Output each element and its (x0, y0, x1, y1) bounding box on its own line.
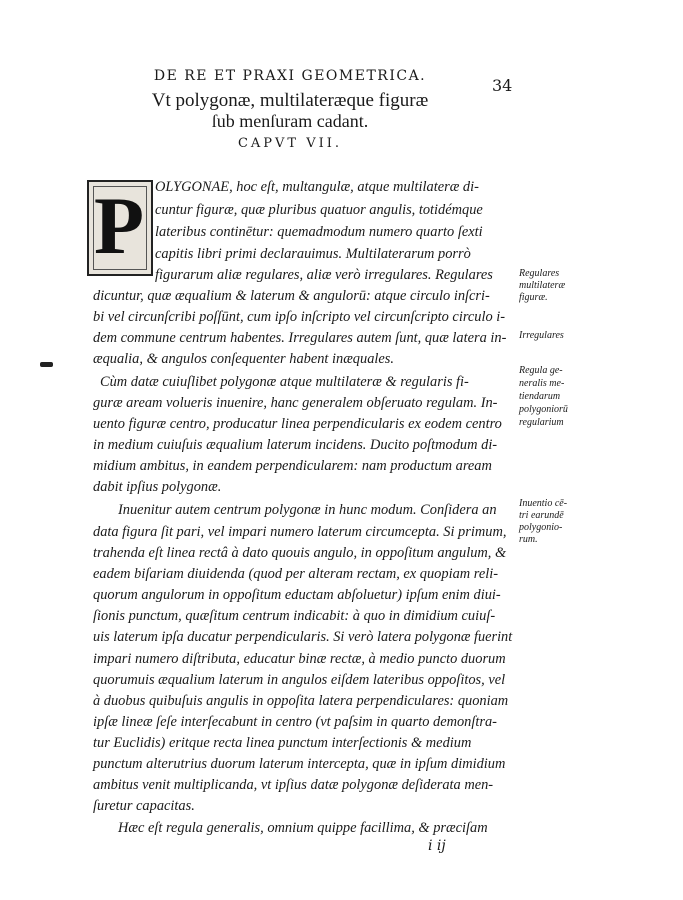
text-line: impari numero diſtributa, educatur binæ rectæ, à medio puncto duorum (93, 651, 506, 667)
text-line: dicuntur, quæ æqualium & laterum & angulorū: atque circulo inſcri- (93, 288, 490, 304)
margin-note: rum. (519, 534, 538, 545)
signature-mark: i ij (428, 838, 446, 854)
initial-letter: P (94, 180, 145, 271)
text-line: data figura ſit pari, vel impari numero laterum circumcepta. Si primum, (93, 524, 507, 540)
text-line: à duobus quibuſuis angulis in oppoſita latera perpendiculares: quoniam (93, 693, 509, 709)
text-line: quorum angulorum in oppoſitum eductam abſoluetur) ipſum enim diui- (93, 587, 501, 603)
ink-mark (40, 362, 53, 367)
margin-note: polygonio- (519, 522, 563, 533)
chapter-title-line-2: ſub menſuram cadant. (211, 111, 369, 131)
text-line: Cùm datæ cuiuſlibet polygonæ atque multilateræ & regularis fi- (100, 374, 469, 390)
text-line: æqualia, & angulos conſequenter habent inæquales. (93, 351, 394, 367)
text-line: uento figuræ centro, producatur linea perpendicularis ex eodem centro (93, 416, 502, 432)
text-line: midium ambitus, in eandem perpendicularem: nam productum aream (93, 458, 492, 474)
decorated-initial (87, 180, 153, 276)
text-line: eadem biſariam diuidenda (quod per alteram rectam, ex quopiam reli- (93, 566, 498, 582)
margin-note: multilateræ (519, 280, 566, 291)
text-line: Inuenitur autem centrum polygonæ in hunc modum. Conſidera an (118, 502, 497, 518)
margin-note: tri earundē (519, 510, 564, 521)
margin-note: Regula ge- (519, 365, 563, 376)
text-line: tur Euclidis) eritque recta linea punctum interſectionis & medium (93, 735, 472, 751)
text-line: lateribus continētur: quemadmodum numero quarto ſexti (155, 224, 483, 240)
text-line: capitis libri primi declarauimus. Multilaterarum porrò (155, 246, 471, 262)
page-number: 34 (492, 76, 513, 95)
text-line: quorumuis æqualium laterum in angulos eiſdem lateribus oppoſitos, vel (93, 672, 506, 688)
margin-note: regularium (519, 417, 564, 428)
running-head: DE RE ET PRAXI GEOMETRICA. (153, 68, 427, 84)
chapter-title-line-1: Vt polygonæ, multilateræque figuræ (151, 90, 429, 111)
text-line: cuntur figuræ, quæ pluribus quatuor angulis, totidémque (155, 202, 483, 218)
text-line: ſuretur capacitas. (93, 798, 195, 814)
text-line: ambitus venit multiplicanda, vt ipſius datæ polygonæ deſiderata men- (93, 777, 494, 793)
text-line: ſionis punctum, quæſitum centrum indicabit: à quo in dimidium cuiuſ- (93, 608, 496, 624)
margin-note: figuræ. (519, 292, 548, 303)
text-line: ipſæ lineæ ſeſe interſecabunt in centro (vt paſsim in quarto demonſtra- (93, 714, 497, 730)
margin-note: Irregulares (519, 330, 564, 341)
text-line: dabit ipſius polygonæ. (93, 479, 222, 495)
margin-note: polygoniorū (519, 404, 568, 415)
text-line: Hæc eſt regula generalis, omnium quippe facillima, & præciſam (118, 820, 488, 836)
text-line: uis laterum ipſa ducatur perpendicularis. Si verò latera polygonæ fuerint (93, 629, 513, 645)
chapter-heading: CAPVT VII. (237, 136, 343, 151)
text-line: figurarum aliæ regulares, aliæ verò irregulares. Regulares (155, 267, 493, 283)
text-line: guræ aream volueris inuenire, hanc generalem obſeruato regulam. In- (93, 395, 498, 411)
margin-note: Regulares (519, 268, 560, 279)
text-line: punctum alterutrius duorum laterum intercepta, quæ in ipſum dimidium (93, 756, 506, 772)
text-line: OLYGONAE, hoc eſt, multangulæ, atque multilateræ di- (155, 179, 479, 195)
margin-note: neralis me- (519, 378, 565, 389)
text-line: trahenda eſt linea rectâ à dato quouis angulo, in oppoſitum angulum, & (93, 545, 507, 561)
text-line: dem commune centrum habentes. Irregulares autem ſunt, quæ latera in- (93, 330, 507, 346)
margin-note: tiendarum (519, 391, 561, 402)
text-line: bi vel circunſcribi poſſūnt, cum ipſo inſcripto vel circunſcripto circulo i- (93, 309, 506, 325)
text-line: in medium cuiuſuis æqualium laterum incidens. Ducito poſtmodum di- (93, 437, 498, 453)
margin-note: Inuentio cē- (519, 498, 568, 509)
